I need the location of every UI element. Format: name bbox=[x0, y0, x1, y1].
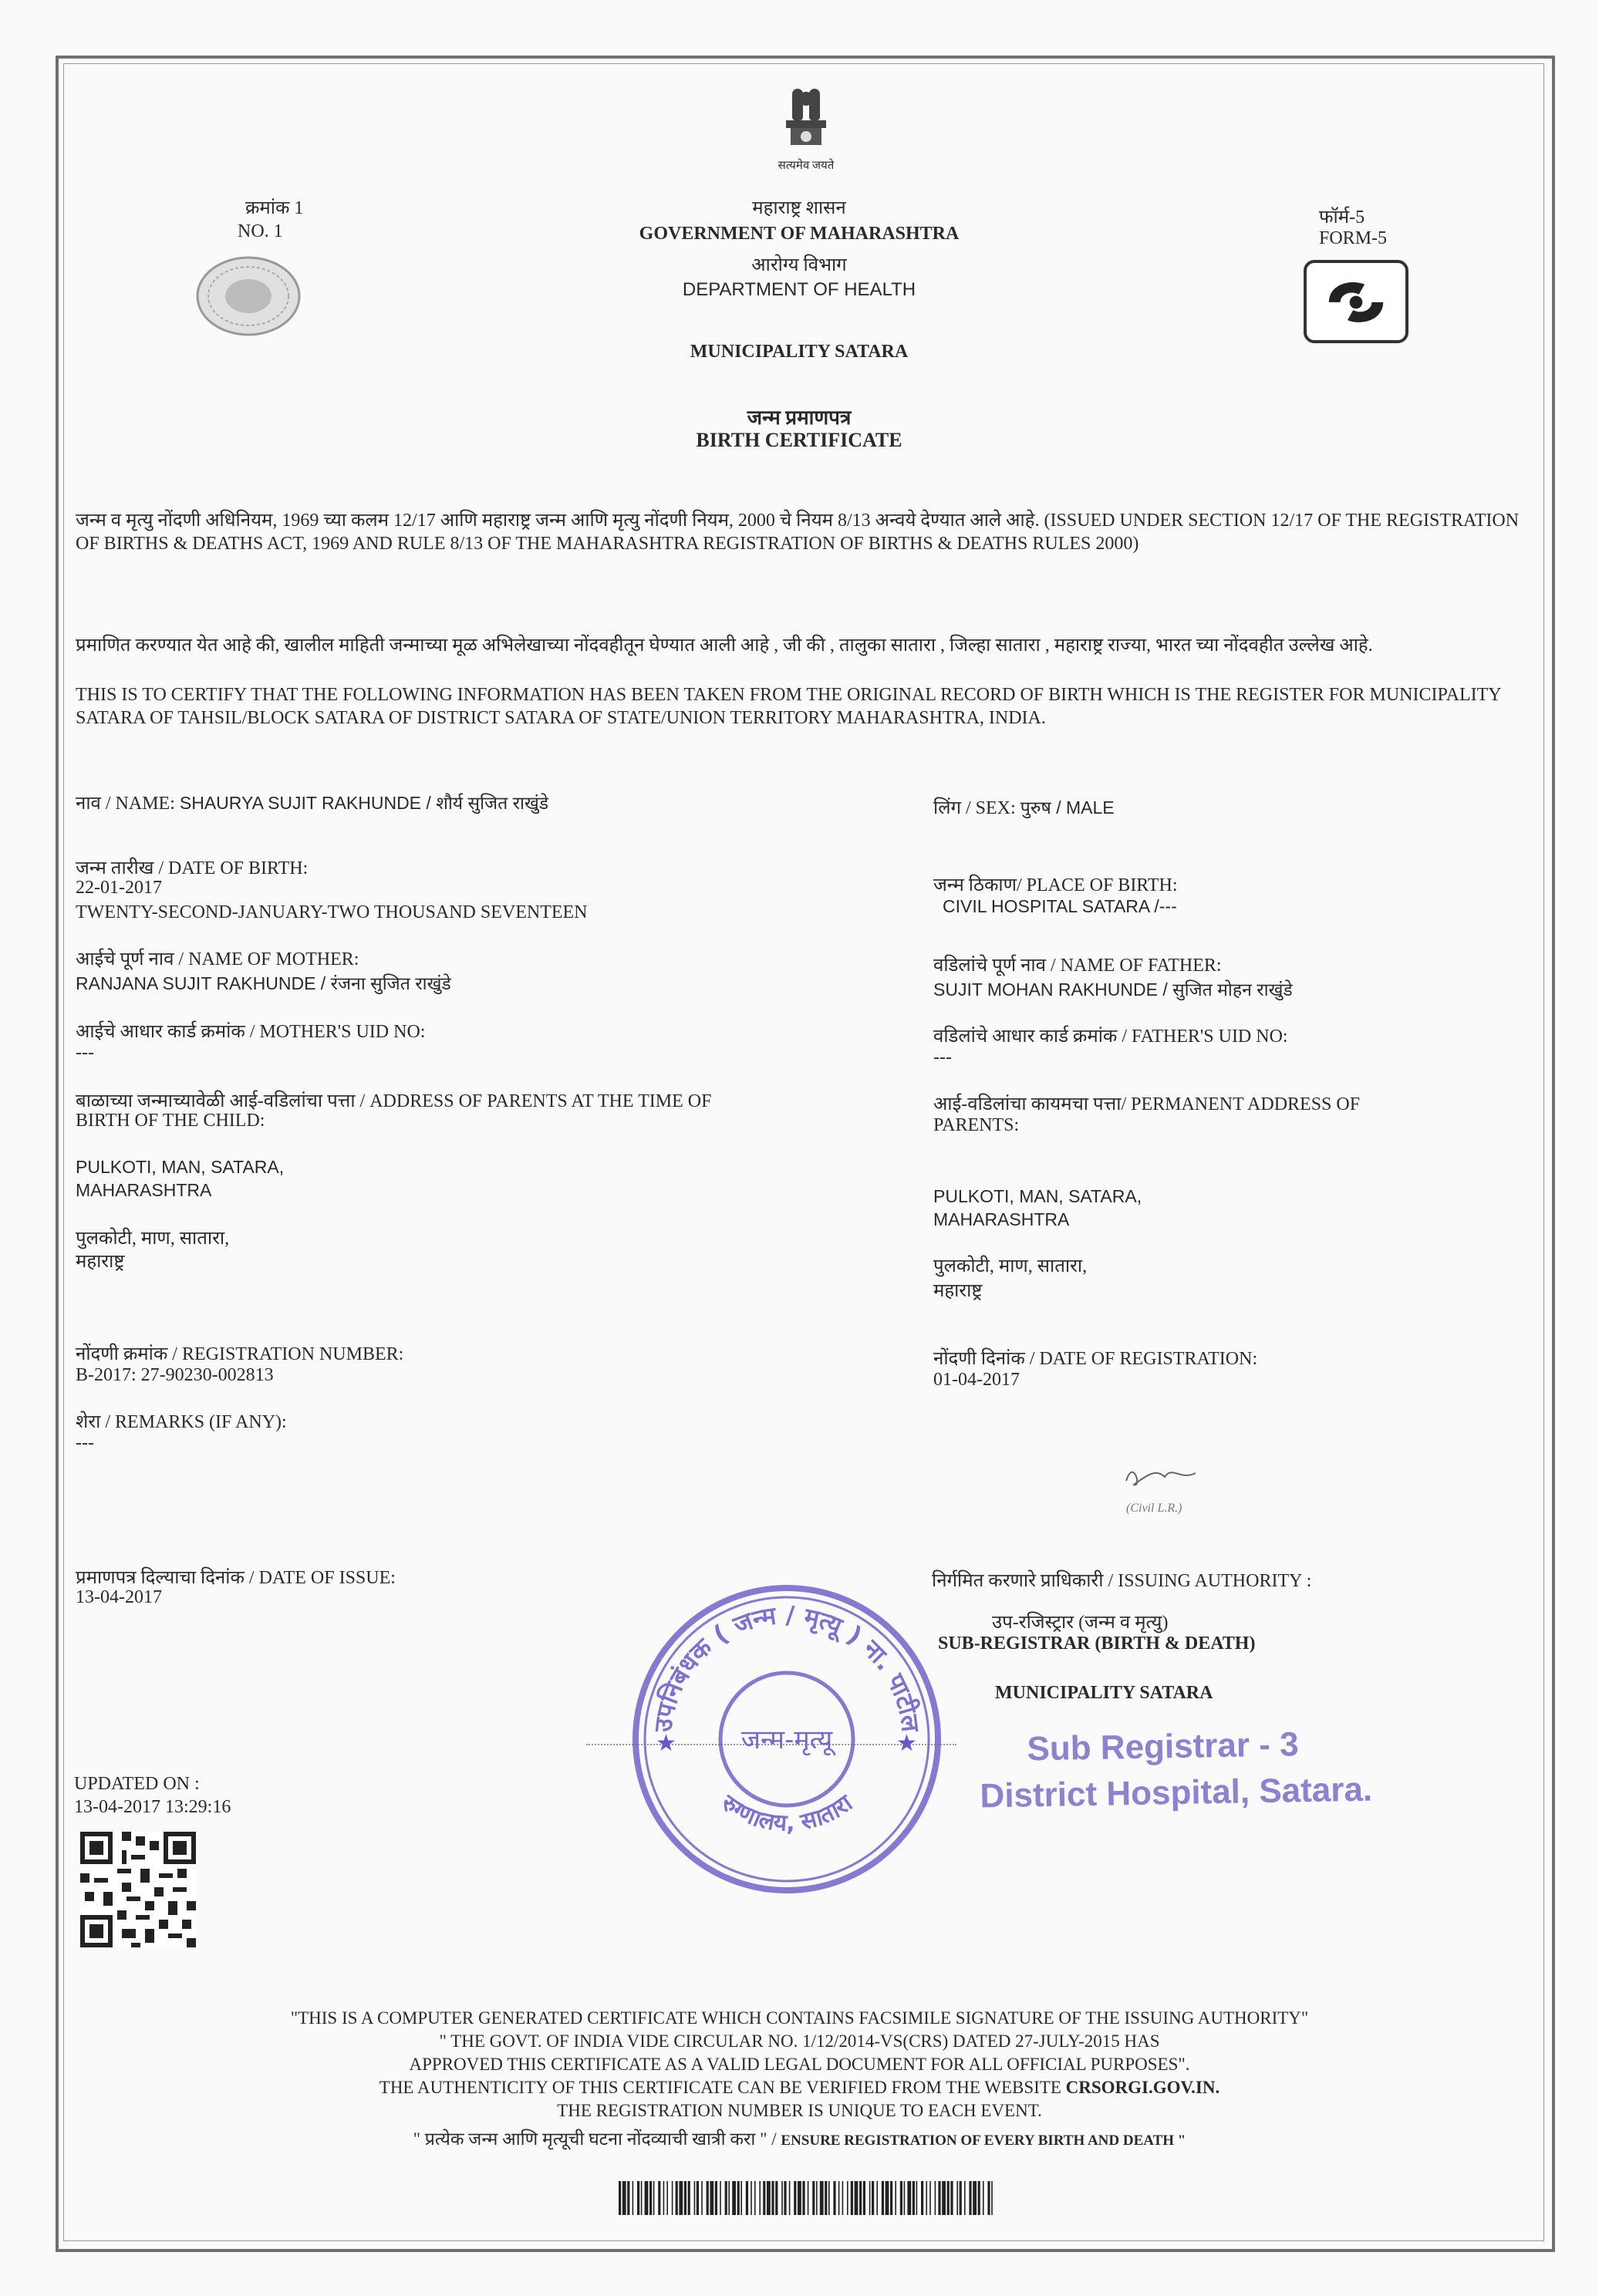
barcode-bar bbox=[812, 2181, 815, 2215]
name-value: SHAURYA SUJIT RAKHUNDE / शौर्य सुजित राखुंडे bbox=[179, 793, 549, 813]
department-title-mr: आरोग्य विभाग bbox=[751, 255, 847, 275]
permanent-address-en-1: PULKOTI, MAN, SATARA, bbox=[933, 1186, 1142, 1206]
form-number: FORM-5 bbox=[1319, 228, 1388, 248]
barcode-bar bbox=[627, 2181, 629, 2215]
certify-text-en: THIS IS TO CERTIFY THAT THE FOLLOWING INFORMATION HAS BEEN TAKEN FROM THE ORIGINAL RECORD OF BIRTH WHICH IS THE REGISTER FOR MUNICIPALITY SATARA OF TAHSIL/BLOCK SATARA OF DISTRICT SATARA OF STATE/UNION TERRITORY MAHARASHTRA, INDIA. bbox=[76, 685, 1501, 728]
qr-code bbox=[80, 1832, 196, 1947]
registration-number-label: नोंदणी क्रमांक / REGISTRATION NUMBER: bbox=[76, 1344, 404, 1364]
barcode-bar bbox=[808, 2181, 809, 2215]
emblem-motto: सत्यमेव जयते bbox=[778, 160, 835, 172]
barcode-bar bbox=[688, 2181, 690, 2215]
barcode-bar bbox=[833, 2181, 835, 2215]
barcode-bar bbox=[872, 2181, 874, 2215]
barcode-bar bbox=[978, 2181, 980, 2215]
serial-number-mr: क्रमांक 1 bbox=[245, 198, 304, 218]
barcode-bar bbox=[942, 2181, 946, 2215]
sex-label: लिंग / SEX: bbox=[933, 798, 1016, 818]
birth-address-mr-1: पुलकोटी, माण, सातारा, bbox=[76, 1229, 230, 1249]
barcode-bar bbox=[969, 2181, 971, 2215]
barcode-bar bbox=[720, 2181, 721, 2215]
certify-text-mr: प्रमाणित करण्यात येत आहे की, खालील माहिती जन्माच्या मूळ अभिलेखाच्या नोंदवहीतून घेण्यात आली आहे , जी की , तालुका सातारा , जिल्हा सातारा , महाराष्ट्र राज्या, भारत च्या नोंदवहीत उल्लेख आहे. bbox=[76, 636, 1373, 656]
barcode bbox=[619, 2181, 993, 2215]
father-uid-value: --- bbox=[933, 1047, 952, 1067]
barcode-bar bbox=[828, 2181, 830, 2215]
footer-line-2: " THE GOVT. OF INDIA VIDE CIRCULAR NO. 1/12/2014-VS(CRS) DATED 27-JULY-2015 HAS bbox=[439, 2031, 1160, 2051]
remarks-label: शेरा / REMARKS (IF ANY): bbox=[76, 1412, 287, 1432]
barcode-bar bbox=[622, 2181, 626, 2215]
registration-number-value: B-2017: 27-90230-002813 bbox=[76, 1365, 274, 1385]
government-title-mr: महाराष्ट्र शासन bbox=[752, 198, 846, 218]
barcode-bar bbox=[859, 2181, 862, 2215]
barcode-bar bbox=[851, 2181, 853, 2215]
national-emblem-icon bbox=[775, 86, 837, 164]
permanent-address-en-2: MAHARASHTRA bbox=[933, 1209, 1070, 1229]
permanent-address-mr-2: महाराष्ट्र bbox=[933, 1281, 983, 1301]
issuing-authority-label: निर्गमित करणारे प्राधिकारी / ISSUING AUTHORITY : bbox=[932, 1571, 1312, 1591]
barcode-bar bbox=[633, 2181, 634, 2215]
barcode-bar bbox=[876, 2181, 878, 2215]
barcode-bar bbox=[938, 2181, 940, 2215]
barcode-bar bbox=[672, 2181, 673, 2215]
barcode-bar bbox=[763, 2181, 765, 2215]
barcode-bar bbox=[754, 2181, 756, 2215]
barcode-bar bbox=[641, 2181, 643, 2215]
government-title: GOVERNMENT OF MAHARASHTRA bbox=[639, 224, 960, 244]
birth-address-mr-2: महाराष्ट्र bbox=[76, 1252, 125, 1272]
footer-line-6-en: ENSURE REGISTRATION OF EVERY BIRTH AND DEATH " bbox=[781, 2132, 1186, 2149]
barcode-bar bbox=[715, 2181, 717, 2215]
father-uid-label: वडिलांचे आधार कार्ड क्रमांक / FATHER'S UID NO: bbox=[933, 1027, 1288, 1047]
name-label: नाव / NAME: bbox=[76, 794, 175, 814]
official-round-stamp bbox=[625, 1577, 949, 1901]
government-seal-icon bbox=[194, 255, 302, 338]
mother-name-label: आईचे पूर्ण नाव / NAME OF MOTHER: bbox=[76, 949, 359, 969]
footer-line-1: "THIS IS A COMPUTER GENERATED CERTIFICATE WHICH CONTAINS FACSIMILE SIGNATURE OF THE ISSUING AUTHORITY" bbox=[290, 2008, 1309, 2028]
barcode-bar bbox=[895, 2181, 896, 2215]
stamp-outer-text: उपनिबंधक ( जन्म / मृत्यू ) ना. पाटील bbox=[648, 1600, 926, 1734]
barcode-bar bbox=[825, 2181, 827, 2215]
barcode-bar bbox=[900, 2181, 902, 2215]
barcode-bar bbox=[759, 2181, 761, 2215]
barcode-bar bbox=[740, 2181, 742, 2215]
issue-date-value: 13-04-2017 bbox=[76, 1587, 162, 1607]
barcode-bar bbox=[935, 2181, 936, 2215]
birth-address-label-1: बाळाच्या जन्माच्यावेळी आई-वडिलांचा पत्ता / ADDRESS OF PARENTS AT THE TIME OF bbox=[76, 1091, 712, 1111]
birth-address-label-2: BIRTH OF THE CHILD: bbox=[76, 1111, 265, 1131]
permanent-address-mr-1: पुलकोटी, माण, सातारा, bbox=[933, 1256, 1088, 1276]
place-of-birth-label: जन्म ठिकाण/ PLACE OF BIRTH: bbox=[933, 875, 1178, 895]
barcode-bar bbox=[904, 2181, 906, 2215]
barcode-bar bbox=[645, 2181, 649, 2215]
barcode-bar bbox=[820, 2181, 824, 2215]
serial-number: NO. 1 bbox=[238, 221, 283, 241]
birth-address-en-2: MAHARASHTRA bbox=[76, 1180, 212, 1200]
barcode-bar bbox=[666, 2181, 668, 2215]
barcode-bar bbox=[964, 2181, 966, 2215]
barcode-bar bbox=[863, 2181, 865, 2215]
barcode-bar bbox=[619, 2181, 621, 2215]
permanent-address-label-2: PARENTS: bbox=[933, 1115, 1020, 1135]
issue-date-label: प्रमाणपत्र दिल्याचा दिनांक / DATE OF ISSUE: bbox=[76, 1568, 396, 1588]
barcode-bar bbox=[847, 2181, 848, 2215]
mother-uid-label: आईचे आधार कार्ड क्रमांक / MOTHER'S UID NO: bbox=[76, 1022, 426, 1042]
barcode-bar bbox=[973, 2181, 977, 2215]
barcode-bar bbox=[869, 2181, 871, 2215]
issuing-authority-mr: उप-रजिस्ट्रार (जन्म व मृत्यु) bbox=[992, 1613, 1169, 1633]
signature-note: (Civil L.R.) bbox=[1126, 1502, 1182, 1515]
barcode-bar bbox=[771, 2181, 774, 2215]
barcode-bar bbox=[816, 2181, 818, 2215]
sex-row bbox=[933, 794, 1115, 820]
barcode-bar bbox=[767, 2181, 771, 2215]
registration-date-value: 01-04-2017 bbox=[933, 1370, 1020, 1390]
footer-line-6-mr: " प्रत्येक जन्म आणि मृत्यूची घटना नोंदव्याची खात्री करा " / bbox=[413, 2129, 777, 2149]
barcode-bar bbox=[926, 2181, 927, 2215]
barcode-bar bbox=[732, 2181, 736, 2215]
stamp-star-right-icon: ★ bbox=[896, 1731, 917, 1756]
sub-registrar-stamp bbox=[979, 1721, 1373, 1820]
barcode-bar bbox=[663, 2181, 665, 2215]
barcode-bar bbox=[960, 2181, 962, 2215]
barcode-bar bbox=[746, 2181, 748, 2215]
footer-line-4 bbox=[154, 2078, 1445, 2098]
barcode-bar bbox=[890, 2181, 892, 2215]
barcode-bar bbox=[886, 2181, 889, 2215]
barcode-bar bbox=[907, 2181, 911, 2215]
barcode-bar bbox=[649, 2181, 652, 2215]
place-of-birth-value: CIVIL HOSPITAL SATARA /--- bbox=[943, 896, 1177, 916]
barcode-bar bbox=[701, 2181, 703, 2215]
dob-label: जन्म तारीख / DATE OF BIRTH: bbox=[76, 858, 309, 878]
dob-words: TWENTY-SECOND-JANUARY-TWO THOUSAND SEVENTEEN bbox=[76, 902, 588, 922]
barcode-bar bbox=[838, 2181, 840, 2215]
issuing-authority-municipality: MUNICIPALITY SATARA bbox=[995, 1683, 1213, 1703]
barcode-bar bbox=[637, 2181, 639, 2215]
barcode-bar bbox=[983, 2181, 984, 2215]
birth-address-en-1: PULKOTI, MAN, SATARA, bbox=[76, 1157, 285, 1177]
health-department-logo-icon bbox=[1304, 260, 1408, 343]
barcode-bar bbox=[802, 2181, 805, 2215]
issuing-authority: SUB-REGISTRAR (BIRTH & DEATH) bbox=[938, 1633, 1256, 1654]
barcode-bar bbox=[697, 2181, 699, 2215]
mother-name-value: RANJANA SUJIT RAKHUNDE / रंजना सुजित राखुंडे bbox=[76, 973, 451, 993]
barcode-bar bbox=[694, 2181, 696, 2215]
stamp-star-left-icon: ★ bbox=[656, 1731, 676, 1756]
barcode-bar bbox=[728, 2181, 730, 2215]
barcode-bar bbox=[725, 2181, 727, 2215]
father-name-value: SUJIT MOHAN RAKHUNDE / सुजित मोहन राखुंडे bbox=[933, 979, 1293, 1000]
barcode-bar bbox=[842, 2181, 844, 2215]
sub-registrar-stamp-line-2: District Hospital, Satara. bbox=[980, 1770, 1373, 1816]
barcode-bar bbox=[781, 2181, 783, 2215]
barcode-bar bbox=[658, 2181, 660, 2215]
barcode-bar bbox=[882, 2181, 884, 2215]
father-name-label: वडिलांचे पूर्ण नाव / NAME OF FATHER: bbox=[933, 956, 1222, 976]
facsimile-signature bbox=[1111, 1450, 1226, 1519]
sex-value: पुरुष / MALE bbox=[1020, 797, 1115, 818]
barcode-bar bbox=[684, 2181, 686, 2215]
barcode-bar bbox=[676, 2181, 678, 2215]
barcode-bar bbox=[653, 2181, 655, 2215]
barcode-bar bbox=[707, 2181, 709, 2215]
barcode-bar bbox=[921, 2181, 923, 2215]
barcode-bar bbox=[710, 2181, 713, 2215]
barcode-bar bbox=[679, 2181, 683, 2215]
registration-date-label: नोंदणी दिनांक / DATE OF REGISTRATION: bbox=[933, 1349, 1258, 1369]
barcode-bar bbox=[956, 2181, 958, 2215]
updated-on-value: 13-04-2017 13:29:16 bbox=[74, 1797, 231, 1817]
barcode-bar bbox=[784, 2181, 786, 2215]
certificate-title: BIRTH CERTIFICATE bbox=[696, 429, 902, 451]
dob-value: 22-01-2017 bbox=[76, 878, 162, 898]
barcode-bar bbox=[929, 2181, 931, 2215]
sub-registrar-stamp-line-1: Sub Registrar - 3 bbox=[1027, 1725, 1299, 1768]
mother-uid-value: --- bbox=[76, 1043, 94, 1063]
barcode-bar bbox=[775, 2181, 778, 2215]
barcode-bar bbox=[794, 2181, 796, 2215]
footer-line-4-text: THE AUTHENTICITY OF THIS CERTIFICATE CAN BE VERIFIED FROM THE WEBSITE bbox=[379, 2078, 1061, 2097]
remarks-value: --- bbox=[76, 1433, 94, 1453]
barcode-bar bbox=[947, 2181, 950, 2215]
issued-under-en: (ISSUED UNDER SECTION 12/17 OF THE REGISTRATION OF BIRTHS & DEATHS ACT, 1969 AND RULE 8/13 OF THE MAHARASHTRA REGISTRATION OF BIRTHS & DEATHS RULES 2000) bbox=[76, 511, 1520, 554]
department-title: DEPARTMENT OF HEALTH bbox=[682, 279, 916, 300]
barcode-bar bbox=[991, 2181, 993, 2215]
footer-line-6 bbox=[154, 2126, 1445, 2150]
barcode-bar bbox=[950, 2181, 953, 2215]
form-number-mr: फॉर्म-5 bbox=[1319, 207, 1365, 228]
stamp-bottom-text: रुग्णालय, सातारा bbox=[716, 1789, 858, 1837]
certificate-inner-border bbox=[63, 63, 1544, 2241]
footer-line-5: THE REGISTRATION NUMBER IS UNIQUE TO EACH EVENT. bbox=[557, 2101, 1042, 2120]
stamp-center-text: जन्म-मृत्यू bbox=[740, 1725, 833, 1755]
barcode-bar bbox=[855, 2181, 859, 2215]
municipality-title: MUNICIPALITY SATARA bbox=[690, 342, 909, 362]
svg-text:रुग्णालय, सातारा bbox=[715, 1789, 858, 1837]
barcode-bar bbox=[987, 2181, 990, 2215]
certificate-title-mr: जन्म प्रमाणपत्र bbox=[747, 406, 852, 429]
barcode-bar bbox=[789, 2181, 791, 2215]
updated-on-label: UPDATED ON : bbox=[74, 1774, 200, 1794]
name-row bbox=[76, 790, 548, 815]
barcode-bar bbox=[751, 2181, 752, 2215]
barcode-bar bbox=[737, 2181, 740, 2215]
barcode-bar bbox=[913, 2181, 915, 2215]
permanent-address-label-1: आई-वडिलांचा कायमचा पत्ता/ PERMANENT ADDRESS OF bbox=[933, 1094, 1361, 1114]
verification-website: CRSORGI.GOV.IN. bbox=[1065, 2078, 1220, 2097]
footer-line-3: APPROVED THIS CERTIFICATE AS A VALID LEGAL DOCUMENT FOR ALL OFFICIAL PURPOSES". bbox=[409, 2055, 1190, 2074]
issued-under-mr: जन्म व मृत्यु नोंदणी अधिनियम, 1969 च्या कलम 12/17 आणि महाराष्ट्र जन्म आणि मृत्यु नोंदणी नियम, 2000 चे नियम 8/13 अन्वये देण्यात आले आहे. bbox=[76, 511, 1040, 531]
issued-under-text bbox=[76, 509, 1533, 555]
barcode-bar bbox=[916, 2181, 918, 2215]
barcode-bar bbox=[798, 2181, 801, 2215]
